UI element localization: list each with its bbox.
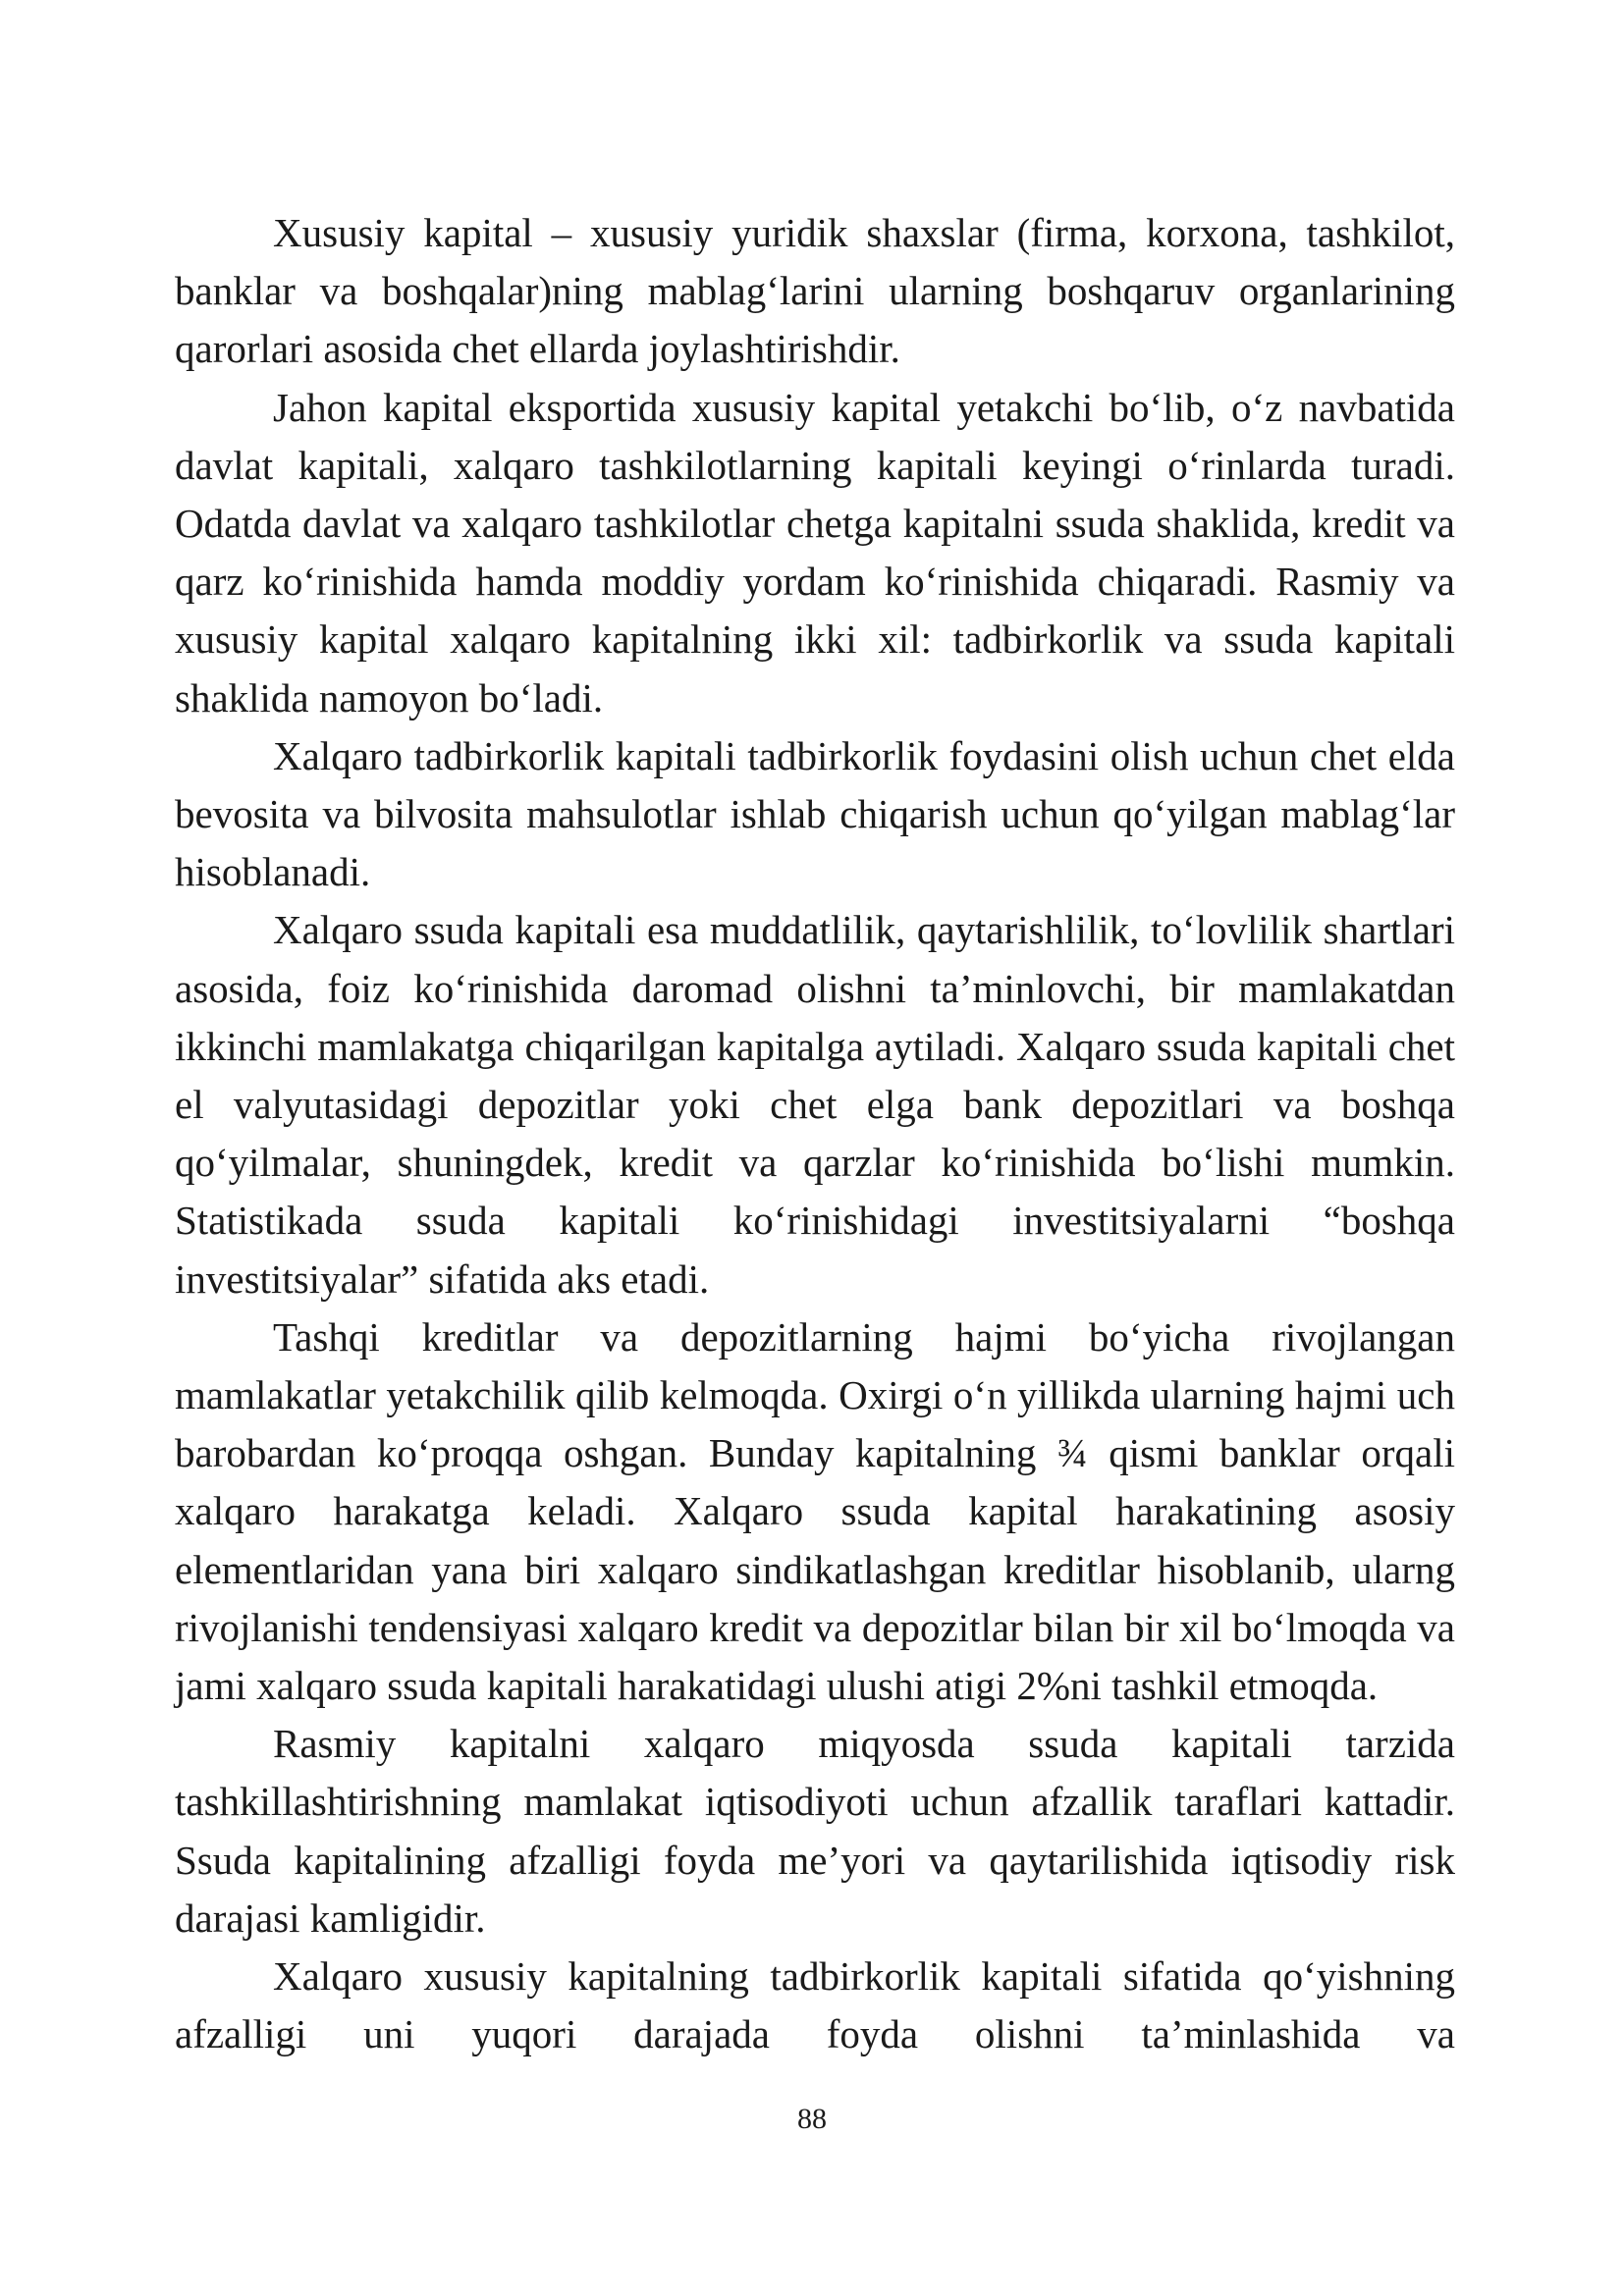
paragraph-private-capital-advantage: Xalqaro xususiy kapitalning tadbirkorlik kapitali sifatida qo‘yishning afzalligi uni yuqori darajada foyda olishni ta’minlashida va [175,1953,1455,2057]
paragraph-capital-export: Jahon kapital eksportida xususiy kapital yetakchi bo‘lib, o‘z navbatida davlat kapitali, xalqaro tashkilotlarning kapitali keyingi o‘rinlarda turadi. Odatda davlat va xalqaro tashkilotlar chetga kapitalni ssuda shaklida, kredit va qarz ko‘rinishida hamda moddiy yordam ko‘rinishida chiqaradi. Rasmiy va xususiy kapital xalqaro kapitalning ikki xil: tadbirkorlik va ssuda kapitali shaklida namoyon bo‘ladi. [175,384,1455,721]
paragraph-official-capital: Rasmiy kapitalni xalqaro miqyosda ssuda kapitali tarzida tashkillashtirishning mamlakat iqtisodiyoti uchun afzallik taraflari kattadir. Ssuda kapitalining afzalligi foyda me’yori va qaytarilishida iqtisodiy risk darajasi kamligidir. [175,1721,1455,1941]
paragraph-loan-capital: Xalqaro ssuda kapitali esa muddatlilik, qaytarishlilik, to‘lovlilik shartlari asosida, foiz ko‘rinishida daromad olishni ta’minlovchi, bir mamlakatdan ikkinchi mamlakatga chiqarilgan kapitalga aytiladi. Xalqaro ssuda kapitali chet el valyutasidagi depozitlar yoki chet elga bank depozitlari va boshqa qo‘yilmalar, shuningdek, kredit va qarzlar ko‘rinishida bo‘lishi mumkin. Statistikada ssuda kapitali ko‘rinishidagi investitsiyalarni “boshqa investitsiyalar” sifatida aks etadi. [175,907,1455,1302]
paragraph-entrepreneurial-capital: Xalqaro tadbirkorlik kapitali tadbirkorlik foydasini olish uchun chet elda bevosita va bilvosita mahsulotlar ishlab chiqarish uchun qo‘yilgan mablag‘lar hisoblanadi. [175,732,1455,895]
paragraph-foreign-credits: Tashqi kreditlar va depozitlarning hajmi bo‘yicha rivojlangan mamlakatlar yetakchilik qilib kelmoqda. Oxirgi o‘n yillikda ularning hajmi uch barobardan ko‘proqqa oshgan. Bunday kapitalning ¾ qismi banklar orqali xalqaro harakatga keladi. Xalqaro ssuda kapital harakatining asosiy elementlaridan yana biri xalqaro sindikatlashgan kreditlar hisoblanib, ularng rivojlanishi tendensiyasi xalqaro kredit va depozitlar bilan bir xil bo‘lmoqda va jami xalqaro ssuda kapitali harakatidagi ulushi atigi 2%ni tashkil etmoqda. [175,1313,1455,1709]
page-number: 88 [797,2103,827,2135]
page-body [175,204,1455,2064]
paragraph-private-capital: Xususiy kapital – xususiy yuridik shaxslar (firma, korxona, tashkilot, banklar va boshqalar)ning mablag‘larini ularning boshqaruv organlarining qarorlari asosida chet ellarda joylashtirishdir. [175,210,1455,372]
